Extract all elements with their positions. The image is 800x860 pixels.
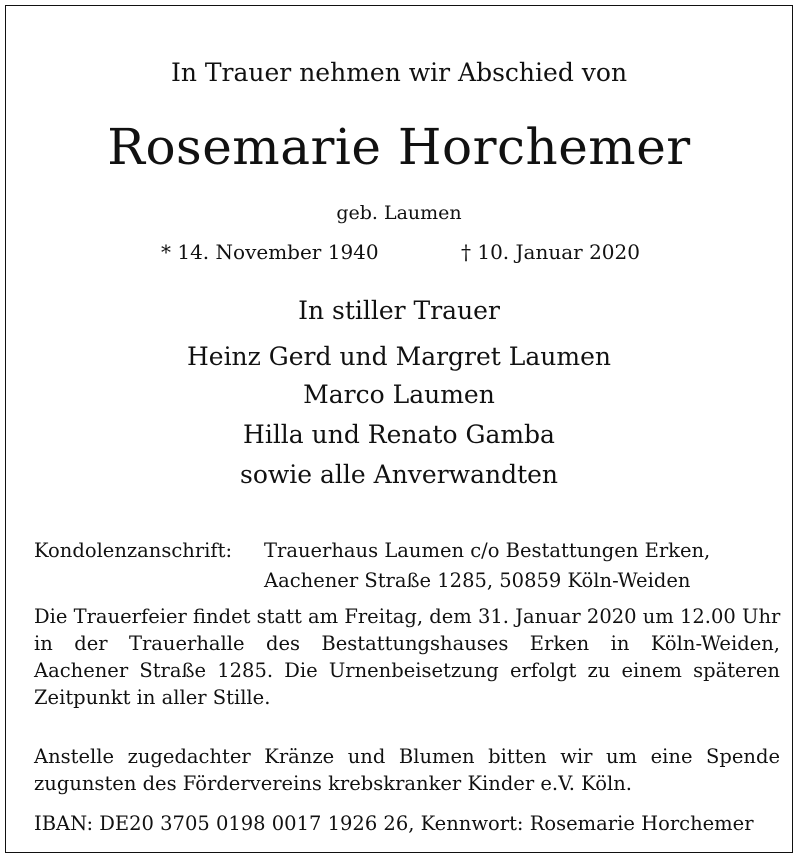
funeral-paragraph (34, 603, 780, 711)
mourning-heading: In stiller Trauer (298, 296, 500, 325)
mourner-line: sowie alle Anverwandten (239, 460, 559, 489)
intro-text: In Trauer nehmen wir Abschied von (170, 58, 628, 87)
maiden-name: geb. Laumen (336, 202, 462, 224)
mourner-line: Heinz Gerd und Margret Laumen (186, 342, 612, 371)
donation-line: Anstelle zugedachter Kränze und Blumen bitten wir um eine Spende (34, 745, 780, 768)
donation-paragraph (34, 743, 780, 797)
bank-details: IBAN: DE20 3705 0198 0017 1926 26, Kennwort: Rosemarie Horchemer (34, 812, 754, 835)
obituary-notice (5, 5, 793, 853)
death-date: † 10. Januar 2020 (461, 240, 640, 264)
funeral-line: Aachener Straße 1285. Die Urnenbeisetzung erfolgt zu einem späteren (34, 659, 780, 682)
mourner-line: Marco Laumen (303, 380, 495, 409)
donation-line: zugunsten des Fördervereins krebskranker Kinder e.V. Köln. (34, 772, 632, 795)
condolence-address-line: Trauerhaus Laumen c/o Bestattungen Erken, (264, 539, 711, 562)
funeral-line: in der Trauerhalle des Bestattungshauses Erken in Köln-Weiden, (34, 632, 780, 655)
condolence-label: Kondolenzanschrift: (34, 539, 233, 562)
birth-date: * 14. November 1940 (161, 240, 379, 264)
funeral-line: Die Trauerfeier findet statt am Freitag, dem 31. Januar 2020 um 12.00 Uhr (34, 605, 781, 628)
deceased-name: Rosemarie Horchemer (107, 118, 691, 176)
mourner-line: Hilla und Renato Gamba (243, 420, 555, 449)
condolence-address-line: Aachener Straße 1285, 50859 Köln-Weiden (264, 569, 691, 592)
funeral-line: Zeitpunkt in aller Stille. (34, 686, 271, 709)
